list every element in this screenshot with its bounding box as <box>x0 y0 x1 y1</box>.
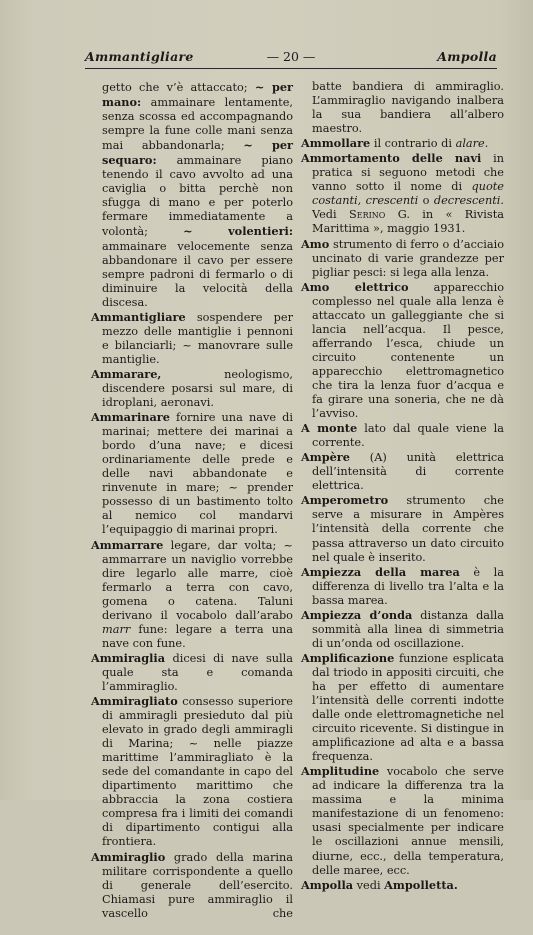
entry-headword: Ammiragliato <box>91 694 178 709</box>
dictionary-entry <box>91 310 293 367</box>
entry-headword: Ammarare, <box>91 366 162 381</box>
entry-text: ammainare lentamente, senza scossa ed accompagnando sempre la fune colle mani senza mai abbandonarla; <box>102 96 293 153</box>
entry-text: legare, dar volta; ~ ammarrare un naviglio vorrebbe dire legarlo alle marre, cioè fermarlo a terra con cavo, gomena o catena. Taluni derivano il vocabolo dall’arabo <box>102 538 293 622</box>
dictionary-entry <box>91 651 293 694</box>
entry-text: apparecchio complesso nel quale alla lenza è attaccato un galleggiante che si lancia nell’acqua. Il pesce, afferrando l’esca, chiude un circuito contenente un apparecchio elettromagnetico che tira la lenza fuor d’acqua e fa girare una soneria, che ne dà l’avviso. <box>312 280 504 421</box>
entry-headword: Ammortamento delle navi <box>301 151 482 166</box>
entry-headword: Ammarinare <box>91 410 170 425</box>
entry-headword: Ampiezza della marea <box>301 564 460 579</box>
entry-text: o <box>418 194 434 208</box>
entry-text: Vedi <box>312 208 350 222</box>
entry-headword: Ammiraglio <box>91 849 166 864</box>
entry-text: ammainare velocemente senza abbandonare il cavo per essere sempre padroni di fermarlo o di diminuire la velocità della discesa. <box>102 239 293 309</box>
entry-text: dicesi di nave sulla quale sta e comanda l’ammiraglio. <box>102 651 293 693</box>
header-last-word: Ampolla <box>437 49 497 64</box>
dictionary-entry <box>301 878 504 893</box>
header-rule <box>85 68 497 69</box>
entry-text: getto che v’è attaccato; <box>102 81 255 94</box>
header-first-word: Ammantigliare <box>85 49 194 64</box>
entry-text: distanza dalla sommità alla linea di simmetria di un’onda od oscillazione. <box>312 608 504 650</box>
running-header <box>85 49 497 65</box>
entry-headword: Amplificazione <box>301 650 395 665</box>
entry-text: lato dal quale viene la corrente. <box>312 422 504 450</box>
entry-text: Serino <box>349 208 386 222</box>
dictionary-entry <box>301 764 504 877</box>
entry-headword: Ammarrare <box>91 537 164 552</box>
entry-headword: Ammantigliare <box>91 309 186 324</box>
dictionary-entry <box>91 538 293 651</box>
entry-headword: Ampère <box>301 450 350 465</box>
entry-text: (A) unità elettrica dell’intensità di corrente elettrica. <box>312 451 504 493</box>
entry-text: è la differenza di livello tra l’alta e la bassa marea. <box>312 565 504 607</box>
entry-text: il contrario di <box>370 137 456 151</box>
entry-headword: A monte <box>301 421 358 436</box>
entry-text: strumento di ferro o d’acciaio uncinato di varie grandezze per pigliar pesci: si lega alla lenza. <box>312 237 504 279</box>
entry-text: marr <box>102 622 131 636</box>
right-column <box>301 80 504 893</box>
dictionary-entry <box>301 450 504 493</box>
entry-text: fune: legare a terra una nave con fune. <box>102 622 293 650</box>
dictionary-entry <box>301 608 504 651</box>
entry-text: vedi <box>353 878 385 892</box>
entry-headword: Ampiezza d’onda <box>301 607 413 622</box>
entry-headword: Ampolletta. <box>384 877 458 892</box>
entry-text: strumento che serve a misurare in Ampères l’intensità della corrente che passa attraverso un dato circuito nel quale è inserito. <box>312 494 504 564</box>
entry-text: G. in « Rivista Marittima », maggio 1931. <box>312 208 504 236</box>
entry-text: funzione esplicata dal triodo in appositi circuiti, che ha per effetto di aumentare l’intensità delle correnti indotte dalle onde elettromagnetiche nel circuito ricevente. Si distingue in amplificazione ad alta e a bassa frequenza. <box>312 651 504 764</box>
dictionary-entry <box>91 410 293 537</box>
entry-text: neologismo, discendere posarsi sul mare, di idroplani, aeronavi. <box>102 367 293 410</box>
dictionary-entry <box>301 493 504 564</box>
entry-headword: Ampolla <box>301 877 354 892</box>
dictionary-entry <box>91 80 293 310</box>
entry-text: alare. <box>455 137 489 151</box>
entry-text: decrescenti. <box>433 194 505 208</box>
entry-headword: Amplitudine <box>301 764 380 779</box>
entry-headword: Amperometro <box>301 493 389 508</box>
dictionary-entry <box>91 850 293 935</box>
entry-headword: Ammiraglia <box>91 650 166 665</box>
entry-text: sospendere per mezzo delle mantiglie i pennoni e bilanciarli; ~ manovrare sulle mantiglie. <box>102 310 293 366</box>
dictionary-entry <box>301 565 504 608</box>
entry-headword: Amo <box>301 236 330 251</box>
entry-text: in pratica si seguono metodi che vanno sotto il nome di <box>312 152 504 194</box>
entry-text: grado della marina militare corrispondente a quello di generale dell’esercito. Chiamasi pure ammiraglio il vascello che <box>102 850 293 920</box>
dictionary-entry <box>301 80 504 136</box>
page-number: — 20 — <box>266 49 316 64</box>
dictionary-entry <box>301 421 504 450</box>
dictionary-entry <box>301 237 504 280</box>
entry-text: quote costanti, crescenti <box>312 180 504 208</box>
entry-text: batte bandiera di ammiraglio. L’ammiraglio navigando inalbera la sua bandiera all’albero maestro. <box>312 80 504 136</box>
dictionary-entry <box>301 280 504 421</box>
entry-headword: Ammollare <box>301 136 371 151</box>
entry-text: vocabolo che serve ad indicare la differenza tra la massima e la minima manifestazione di un fenomeno: usasi specialmente per indicare le oscillazioni annue mensili, diurne, ecc., della temperatura, delle maree, ecc. <box>312 765 504 877</box>
dictionary-entry <box>91 367 293 410</box>
dictionary-entry <box>301 651 504 764</box>
dictionary-entry <box>301 151 504 236</box>
left-column <box>91 80 293 935</box>
entry-headword: ~ per mano: <box>102 80 293 110</box>
entry-headword: ~ volentieri: <box>183 224 293 239</box>
entry-headword: Amo elettrico <box>301 279 409 294</box>
dictionary-entry <box>91 694 293 850</box>
entry-text: fornire una nave di marinai; mettere dei marinai a bordo d’una nave; e dicesi ordinariamente delle prede e delle navi abbandonate e rinvenute in mare; ~ prender possesso di un bastimento tolto al nemico col mandarvi l’equipaggio di marinai propri. <box>102 411 293 537</box>
entry-text: ammainare piano tenendo il cavo avvolto ad una caviglia o bitta perchè non sfugga di mano e per poterlo fermare immediatamente a volontà; <box>102 154 293 239</box>
entry-headword: ~ per sequaro: <box>102 138 293 168</box>
entry-text: consesso superiore di ammiragli presieduto dal più elevato in grado degli ammiragli di Marina; ~ nelle piazze marittime l’ammiragliato è la sede del comandante in capo del dipartimento marittimo che abbraccia la zona costiera compresa fra i limiti dei comandi di dipartimento contigui alla frontiera. <box>102 695 293 849</box>
dictionary-entry <box>301 136 504 151</box>
